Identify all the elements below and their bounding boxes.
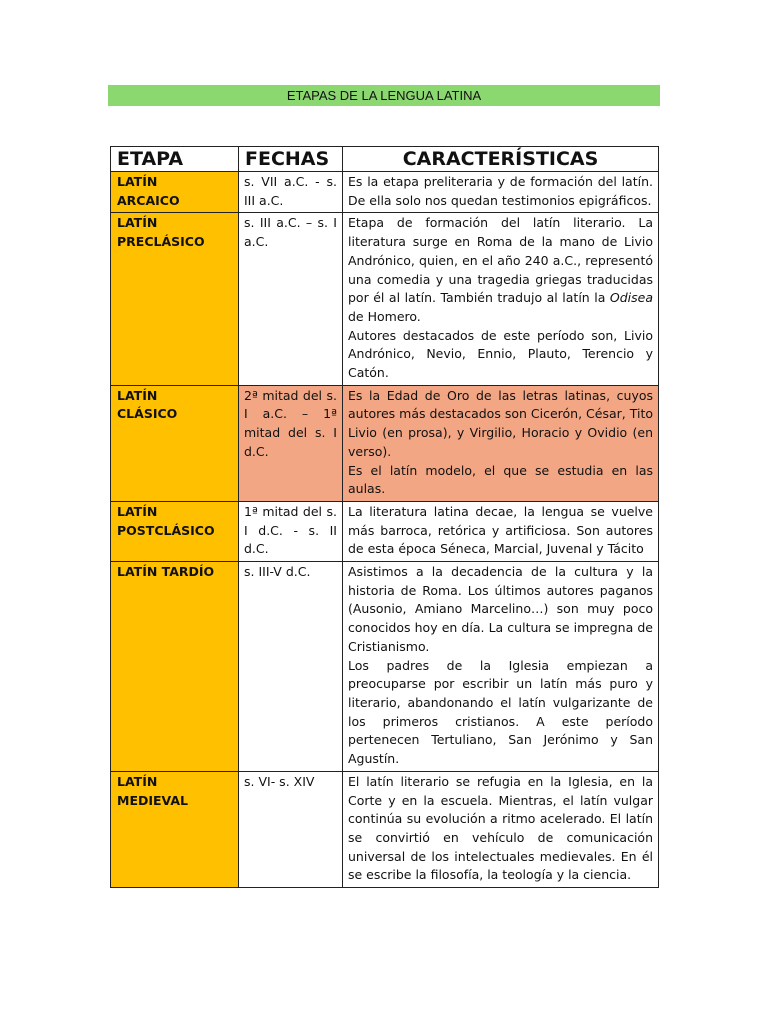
stage-cell (111, 562, 239, 772)
dates-cell: 2ª mitad del s. I a.C. – 1ª mitad del s. I d.C. (239, 385, 343, 501)
stage-cell (111, 385, 239, 501)
characteristics-cell (343, 172, 659, 213)
characteristics-paragraph (348, 173, 653, 210)
latin-stages-table (110, 146, 659, 888)
text-run: Es la etapa preliteraria y de formación del latín. De ella solo nos quedan testimonios epigráficos. (348, 174, 653, 208)
stage-cell (111, 771, 239, 887)
text-run: Es la Edad de Oro de las letras latinas, cuyos autores más destacados son Cicerón, César, Tito Livio (en prosa), y Virgilio, Horacio y Ovidio (en verso). (348, 387, 653, 459)
characteristics-paragraph (348, 503, 653, 559)
text-run: Autores destacados de este período son, Livio Andrónico, Nevio, Ennio, Plauto, Terencio y Catón. (348, 327, 653, 381)
dates-cell: s. III-V d.C. (239, 562, 343, 772)
characteristics-paragraph (348, 657, 653, 769)
stage-cell (111, 172, 239, 213)
text-run: Es el latín modelo, el que se estudia en las aulas. (348, 462, 653, 497)
stage-name-line: POSTCLÁSICO (117, 522, 215, 538)
dates-cell: 1ª mitad del s. I d.C. - s. II d.C. (239, 501, 343, 561)
text-run: Los padres de la Iglesia empiezan a preocuparse por escribir un latín más puro y literario, abandonando el latín vulgarizante de los primeros cristianos. A este período pertenecen Tertuliano, San Jerónimo y San Agustín. (348, 657, 653, 767)
table-body (111, 172, 659, 888)
header-etapa: ETAPA (111, 147, 239, 172)
italic-title: Odisea (609, 290, 653, 306)
text-run: El latín literario se refugia en la Iglesia, en la Corte y en la escuela. Mientras, el latín vulgar continúa su evolución a ritmo acelerado. El latín se convirtió en vehículo de comunicación universal de los intelectuales medievales. En él se escribe la filosofía, la teología y la ciencia. (348, 773, 653, 883)
stage-name-line: ARCAICO (117, 192, 180, 208)
dates-cell: s. VI- s. XIV (239, 771, 343, 887)
dates-cell: s. III a.C. – s. I a.C. (239, 213, 343, 385)
text-run: Asistimos a la decadencia de la cultura y la historia de Roma. Los últimos autores paganos (Ausonio, Amiano Marcelino…) son muy poco conocidos hoy en día. La cultura se impregna de Cristianismo. (348, 564, 653, 654)
table-row (111, 771, 659, 887)
stage-name-line: LATÍN (117, 174, 158, 189)
characteristics-cell (343, 385, 659, 501)
characteristics-paragraph (348, 387, 653, 462)
characteristics-paragraph (348, 462, 653, 499)
header-fechas: FECHAS (239, 147, 343, 172)
stage-name-line: MEDIEVAL (117, 792, 189, 808)
characteristics-paragraph (348, 773, 653, 885)
characteristics-paragraph (348, 214, 653, 326)
stage-cell (111, 501, 239, 561)
stage-name-line: PRECLÁSICO (117, 234, 205, 250)
characteristics-paragraph (348, 563, 653, 657)
table-row (111, 172, 659, 213)
stage-name-line: LATÍN (117, 215, 158, 231)
text-run: de Homero. (348, 308, 421, 324)
document-title: ETAPAS DE LA LENGUA LATINA (108, 85, 660, 106)
characteristics-cell (343, 562, 659, 772)
table-row (111, 213, 659, 385)
stage-name-line: CLÁSICO (117, 406, 178, 422)
characteristics-cell (343, 771, 659, 887)
stage-name-line: LATÍN (117, 503, 158, 519)
dates-cell: s. VII a.C. - s. III a.C. (239, 172, 343, 213)
text-run: La literatura latina decae, la lengua se vuelve más barroca, retórica y artificiosa. Son autores de esta época Séneca, Marcial, Juvenal y Tácito (348, 503, 653, 557)
table-row (111, 562, 659, 772)
stage-cell (111, 213, 239, 385)
characteristics-paragraph (348, 327, 653, 383)
stage-name-line: LATÍN (117, 773, 158, 789)
table-row (111, 385, 659, 501)
text-run: Etapa de formación del latín literario. La literatura surge en Roma de la mano de Livio Andrónico, quien, en el año 240 a.C., representó una comedia y una tragedia griegas traducidas por él al latín. También tradujo al latín la (348, 215, 653, 306)
table-header-row (111, 147, 659, 172)
table-row (111, 501, 659, 561)
characteristics-cell (343, 501, 659, 561)
stage-name-line: LATÍN TARDÍO (117, 564, 215, 580)
characteristics-cell (343, 213, 659, 385)
header-caracteristicas: CARACTERÍSTICAS (343, 147, 659, 172)
stage-name-line: LATÍN (117, 387, 158, 403)
